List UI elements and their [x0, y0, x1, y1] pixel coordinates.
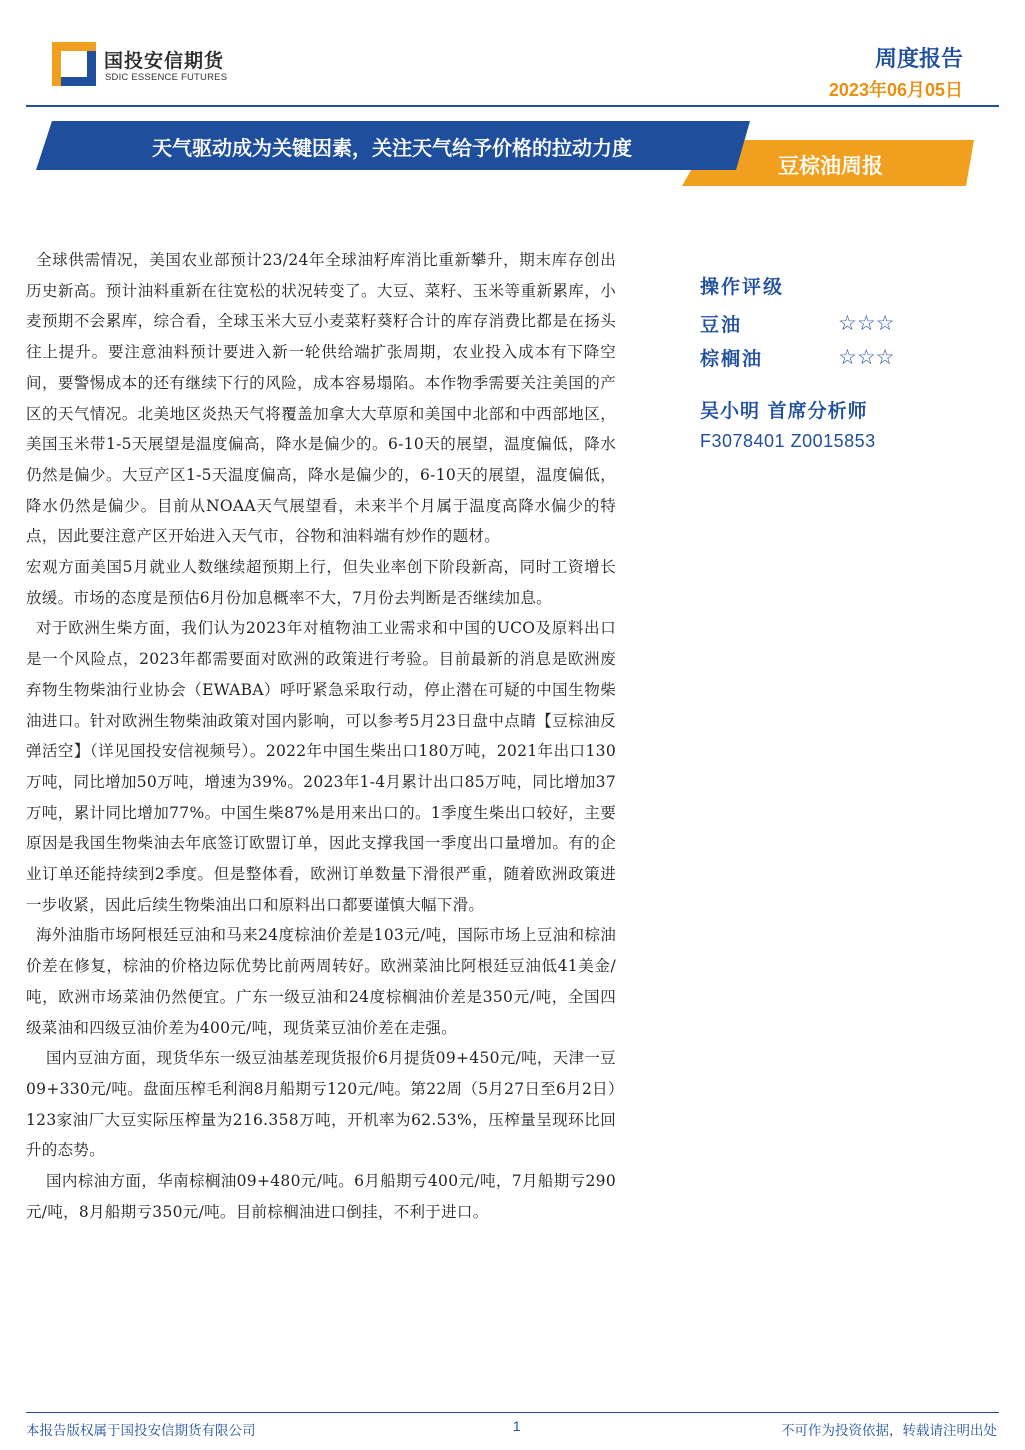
rating-stars-icon: ☆☆☆ — [838, 311, 895, 335]
footer-divider — [26, 1412, 999, 1413]
rating-stars-icon: ☆☆☆ — [838, 345, 895, 369]
report-title: 天气驱动成为关键因素，关注天气给予价格的拉动力度 — [152, 136, 632, 160]
logo-mark-icon — [52, 42, 96, 86]
report-date: 2023年06月05日 — [828, 80, 963, 100]
rating-name: 豆油 — [700, 313, 743, 336]
header-divider — [26, 105, 999, 107]
rating-row — [700, 306, 980, 340]
report-body — [26, 245, 616, 1228]
paragraph-macro: 宏观方面美国5月就业人数继续超预期上行，但失业率创下阶段新高，同时工资增长放缓。市场的态度是预估6月份加息概率不大，7月份去判断是否继续加息。 — [26, 558, 616, 607]
rating-sidebar — [700, 272, 980, 452]
report-type: 周度报告 — [874, 47, 963, 72]
paragraph-global-supply: 全球供需情况，美国农业部预计23/24年全球油籽库消比重新攀升，期末库存创出历史新高。预计油料重新在往宽松的状况转变了。大豆、菜籽、玉米等重新累库，小麦预期不会累库，综合看，全球玉米大豆小麦菜籽葵籽合计的库存消费比都是在扬头往上提升。要注意油料预计要进入新一轮供给端扩张周期，农业投入成本有下降空间，要警惕成本的还有继续下行的风险，成本容易塌陷。本作物季需要关注美国的产区的天气情况。北美地区炎热天气将覆盖加拿大大草原和美国中北部和中西部地区，美国玉米带1-5天展望是温度偏高，降水是偏少的。6-10天的展望，温度偏低，降水仍然是偏少。大豆产区1-5天温度偏高，降水是偏少的，6-10天的展望，温度偏低，降水仍然是偏少。目前从NOAA天气展望看，未来半个月属于温度高降水偏少的特点，因此要注意产区开始进入天气市，谷物和油料端有炒作的题材。 — [26, 251, 616, 546]
logo-chinese-name: 国投安信期货 — [104, 50, 225, 72]
paragraph-domestic-soy-oil: 国内豆油方面，现货华东一级豆油基差现货报价6月提货09+450元/吨，天津一豆09+330元/吨。盘面压榨毛利润8月船期亏120元/吨。第22周（5月27日至6月2日）123家油厂大豆实际压榨量为216.358万吨，开机率为62.53%，压榨量呈现环比回升的态势。 — [26, 1049, 616, 1160]
paragraph-domestic-palm-oil: 国内棕油方面，华南棕榈油09+480元/吨。6月船期亏400元/吨，7月船期亏290元/吨，8月船期亏350元/吨。目前棕榈油进口倒挂，不利于进口。 — [26, 1172, 616, 1221]
company-logo — [52, 40, 232, 90]
report-category-tag: 豆棕油周报 — [778, 154, 883, 178]
analyst-license-ids: F3078401 Z0015853 — [700, 431, 876, 451]
page-number: 1 — [513, 1419, 521, 1434]
footer-disclaimer: 不可作为投资依据，转载请注明出处 — [781, 1423, 997, 1439]
rating-heading: 操作评级 — [700, 276, 785, 298]
rating-row — [700, 340, 980, 374]
rating-name: 棕榈油 — [700, 347, 764, 370]
analyst-name: 吴小明 首席分析师 — [700, 400, 868, 422]
paragraph-eu-biodiesel: 对于欧洲生柴方面，我们认为2023年对植物油工业需求和中国的UCO及原料出口是一个风险点，2023年都需要面对欧洲的政策进行考验。目前最新的消息是欧洲废弃物生物柴油行业协会（EWABA）呼吁紧急采取行动，停止潜在可疑的中国生物柴油进口。针对欧洲生物柴油政策对国内影响，可以参考5月23日盘中点睛【豆棕油反弹活空】（详见国投安信视频号）。2022年中国生柴出口180万吨，2021年出口130万吨，同比增加50万吨，增速为39%。2023年1-4月累计出口85万吨，同比增加37万吨，累计同比增加77%。中国生柴87%是用来出口的。1季度生柴出口较好，主要原因是我国生物柴油去年底签订欧盟订单，因此支撑我国一季度出口量增加。有的企业订单还能持续到2季度。但是整体看，欧洲订单数量下滑很严重，随着欧洲政策进一步收紧，因此后续生物柴油出口和原料出口都要谨慎大幅下滑。 — [26, 619, 616, 914]
footer-copyright: 本报告版权属于国投安信期货有限公司 — [26, 1423, 256, 1439]
logo-english-name: SDIC ESSENCE FUTURES — [105, 72, 228, 83]
paragraph-overseas-oils: 海外油脂市场阿根廷豆油和马来24度棕油价差是103元/吨，国际市场上豆油和棕油价差在修复，棕油的价格边际优势比前两周转好。欧洲菜油比阿根廷豆油低41美金/吨，欧洲市场菜油仍然便宜。广东一级豆油和24度棕榈油价差是350元/吨，全国四级菜油和四级豆油价差为400元/吨，现货菜豆油价差在走强。 — [26, 926, 616, 1037]
